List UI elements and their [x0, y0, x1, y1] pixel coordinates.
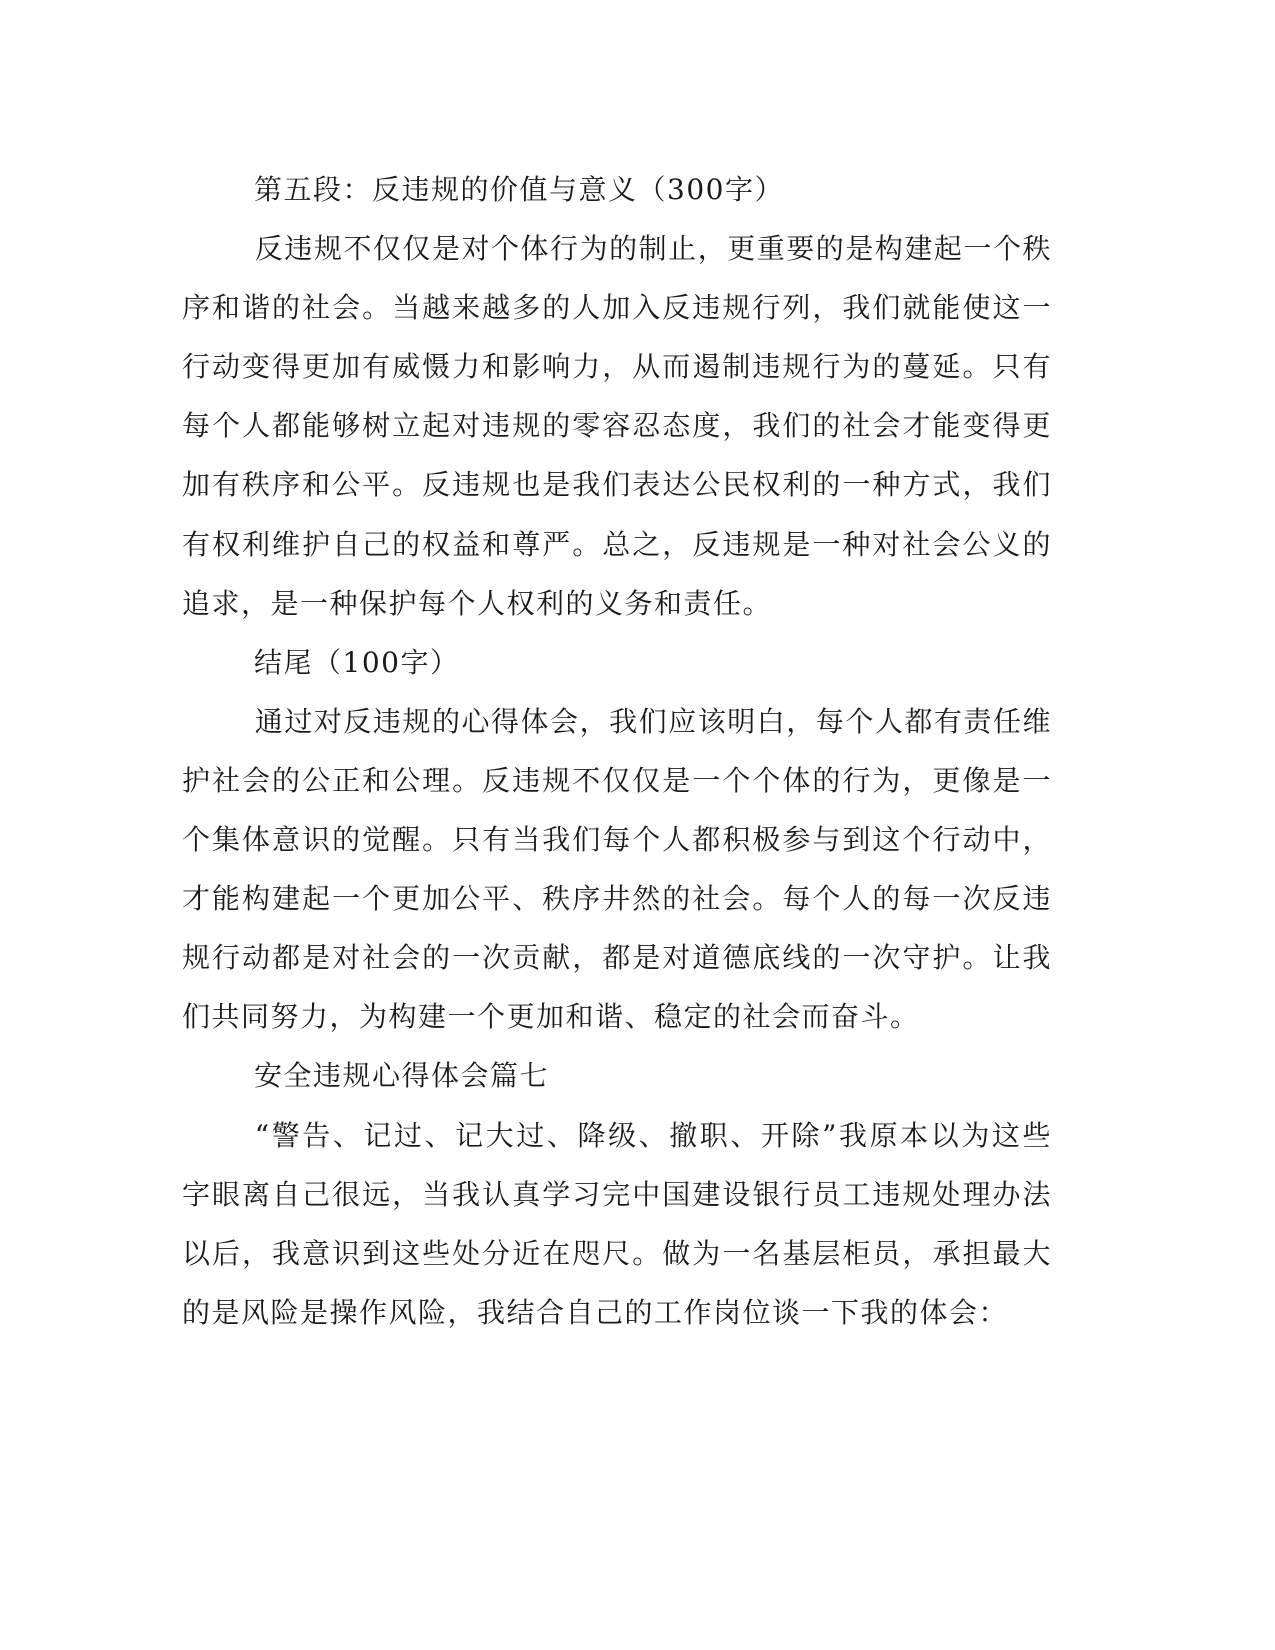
section-heading-part-five: 第五段：反违规的价值与意义（300字） [254, 173, 784, 206]
paragraph-value-and-meaning: 反违规不仅仅是对个体行为的制止，更重要的是构建起一个秩序和谐的社会。当越来越多的人加入反违规行列，我们就能使这一行动变得更加有威慑力和影响力，从而遏制违规行为的蔓延。只有每个人都能够树立起对违规的零容忍态度，我们的社会才能变得更加有秩序和公平。反违规也是我们表达公民权利的一种方式，我们有权利维护自己的权益和尊严。总之，反违规是一种对社会公义的追求，是一种保护每个人权利的义务和责任。 [182, 232, 1052, 620]
section-heading-article-seven: 安全违规心得体会篇七 [254, 1059, 550, 1093]
paragraph-conclusion: 通过对反违规的心得体会，我们应该明白，每个人都有责任维护社会的公正和公理。反违规不仅仅是一个个体的行为，更像是一个集体意识的觉醒。只有当我们每个人都积极参与到这个行动中，才能构建起一个更加公平、秩序井然的社会。每个人的每一次反违规行动都是对社会的一次贡献，都是对道德底线的一次守护。让我们共同努力，为构建一个更加和谐、稳定的社会而奋斗。 [182, 704, 1052, 1034]
document-body [182, 160, 1052, 1342]
paragraph-article-seven-intro: “警告、记过、记大过、降级、撤职、开除”我原本以为这些字眼离自己很远，当我认真学习完中国建设银行员工违规处理办法以后，我意识到这些处分近在咫尺。做为一名基层柜员，承担最大的是风险是操作风险，我结合自己的工作岗位谈一下我的体会： [182, 1118, 1052, 1329]
section-heading-conclusion: 结尾（100字） [254, 645, 460, 679]
